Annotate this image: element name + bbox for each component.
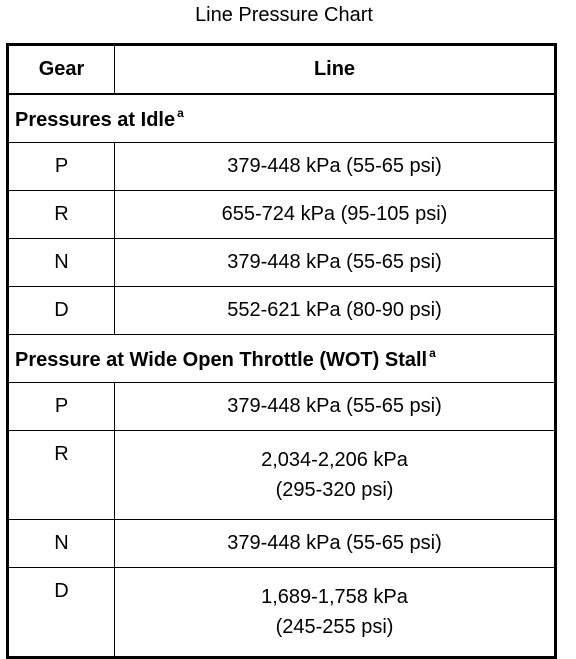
table-row [8,520,556,568]
table-row [8,568,556,658]
header-row [8,45,556,95]
section-row-idle [8,94,556,143]
gear-column-header: Gear [8,45,115,95]
table-row [8,431,556,520]
table-row [8,191,556,239]
line-pressure-psi: (295-320 psi) [275,479,394,501]
gear-cell: P [8,383,115,431]
line-pressure-cell: 552-621 kPa (80-90 psi) [115,287,556,335]
section-label: Pressures at Idle [15,108,176,131]
section-label: Pressure at Wide Open Throttle (WOT) Stall [15,348,428,371]
line-pressure-psi: (245-255 psi) [275,616,394,638]
section-header-wot-stall [8,335,556,383]
gear-cell: P [8,143,115,191]
gear-cell: D [8,568,115,658]
section-header-idle [8,94,556,143]
gear-cell: R [8,191,115,239]
line-pressure-cell: 379-448 kPa (55-65 psi) [115,239,556,287]
footnote-marker: a [429,345,436,360]
line-pressure-cell [115,431,556,520]
gear-cell: N [8,239,115,287]
line-pressure-kpa: 2,034-2,206 kPa [261,449,408,471]
table-row [8,287,556,335]
table-row [8,143,556,191]
section-row-wot-stall [8,335,556,383]
line-pressure-kpa: 1,689-1,758 kPa [261,586,408,608]
table-row [8,383,556,431]
line-pressure-cell: 379-448 kPa (55-65 psi) [115,143,556,191]
gear-cell: R [8,431,115,520]
line-pressure-cell: 655-724 kPa (95-105 psi) [115,191,556,239]
gear-cell: D [8,287,115,335]
line-pressure-table [6,43,557,659]
chart-title: Line Pressure Chart [195,4,373,26]
line-pressure-cell: 379-448 kPa (55-65 psi) [115,383,556,431]
footnote-marker: a [177,105,184,120]
line-column-header: Line [115,45,556,95]
line-pressure-cell: 379-448 kPa (55-65 psi) [115,520,556,568]
line-pressure-cell [115,568,556,658]
gear-cell: N [8,520,115,568]
table-row [8,239,556,287]
